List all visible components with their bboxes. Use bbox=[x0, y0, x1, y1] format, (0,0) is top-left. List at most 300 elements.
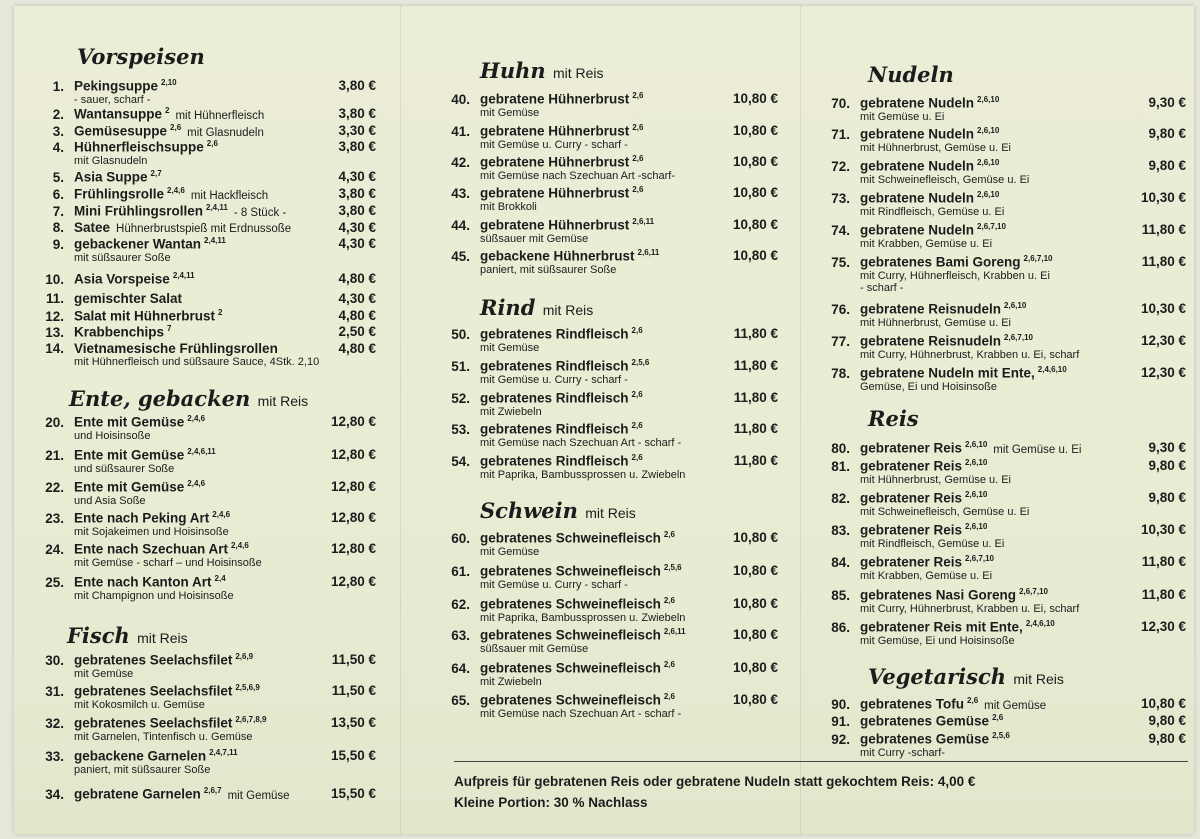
menu-item bbox=[32, 271, 376, 287]
menu-item-inline-note: mit Gemüse bbox=[227, 789, 290, 802]
menu-item-title: Hühnerfleischsuppe bbox=[74, 139, 204, 155]
menu-item-price: 12,30 € bbox=[1140, 619, 1186, 634]
menu-item bbox=[822, 554, 1186, 582]
allergen-codes: 2,4,6 bbox=[167, 186, 185, 195]
menu-item-price: 11,80 € bbox=[733, 390, 778, 405]
menu-item-price: 10,80 € bbox=[732, 123, 778, 138]
menu-item bbox=[822, 95, 1186, 123]
menu-item-price: 10,80 € bbox=[1140, 696, 1186, 711]
menu-item bbox=[32, 748, 376, 776]
menu-item-description bbox=[32, 94, 376, 106]
menu-item-line bbox=[822, 458, 1186, 474]
menu-item bbox=[434, 563, 778, 591]
menu-item-line bbox=[32, 541, 376, 557]
menu-item-number: 74. bbox=[831, 222, 850, 238]
fold-line-left bbox=[400, 6, 401, 834]
menu-item-description bbox=[434, 612, 778, 624]
menu-item-description bbox=[434, 342, 778, 354]
menu-item-description-line: mit Kokosmilch u. Gemüse bbox=[74, 698, 205, 711]
menu-item-title: gebratener Reis bbox=[860, 554, 963, 570]
menu-item-description bbox=[32, 699, 376, 711]
menu-item bbox=[32, 291, 376, 306]
menu-item-description bbox=[434, 643, 778, 655]
menu-item-description bbox=[434, 374, 778, 386]
menu-item-name bbox=[860, 458, 987, 474]
menu-item-price: 9,80 € bbox=[1148, 126, 1186, 141]
allergen-codes: 2,6,7,10 bbox=[1004, 333, 1033, 342]
menu-item-price: 10,80 € bbox=[732, 596, 778, 611]
menu-item-title: Mini Frühlingsrollen bbox=[74, 203, 203, 219]
menu-item-name bbox=[74, 541, 249, 557]
menu-item-description-line: mit Zwiebeln bbox=[480, 405, 542, 418]
menu-item-description-line: mit Krabben, Gemüse u. Ei bbox=[860, 237, 993, 250]
menu-item-name bbox=[74, 308, 222, 324]
menu-item-price: 4,80 € bbox=[338, 271, 376, 286]
menu-item-number: 24. bbox=[45, 541, 64, 557]
menu-item-price: 10,30 € bbox=[1140, 522, 1186, 537]
menu-item-description bbox=[822, 747, 1186, 759]
menu-item-name bbox=[74, 186, 185, 202]
menu-item-line bbox=[822, 333, 1186, 349]
menu-item-inline-note: mit Hackfleisch bbox=[190, 189, 269, 202]
allergen-codes: 2,6 bbox=[632, 123, 644, 132]
menu-item-description bbox=[32, 557, 376, 569]
section-subtitle: mit Reis bbox=[137, 630, 188, 646]
menu-item-number: 6. bbox=[52, 186, 64, 202]
menu-item-line bbox=[32, 715, 376, 731]
menu-item-title: gebratener Reis bbox=[860, 458, 963, 474]
allergen-codes: 2,6 bbox=[967, 696, 979, 705]
menu-item-price: 9,80 € bbox=[1148, 731, 1186, 746]
menu-item bbox=[434, 123, 778, 151]
menu-item-description-line: mit Gemüse bbox=[480, 106, 540, 119]
menu-item-line bbox=[32, 479, 376, 495]
menu-item-price: 9,30 € bbox=[1148, 440, 1186, 455]
menu-item-name bbox=[860, 301, 1026, 317]
menu-item-line bbox=[822, 95, 1186, 111]
menu-item-line bbox=[32, 271, 376, 287]
menu-item-number: 60. bbox=[451, 530, 470, 546]
allergen-codes: 2,6 bbox=[631, 326, 643, 335]
menu-item-price: 11,50 € bbox=[331, 652, 376, 667]
menu-item-name bbox=[74, 271, 195, 287]
menu-item-price: 12,80 € bbox=[330, 574, 376, 589]
menu-item-number: 62. bbox=[451, 596, 470, 612]
allergen-codes: 7 bbox=[167, 324, 172, 333]
menu-item-price: 12,80 € bbox=[330, 447, 376, 462]
menu-item-number: 78. bbox=[831, 365, 850, 381]
menu-item-title: gebratenes Seelachsfilet bbox=[74, 715, 233, 731]
allergen-codes: 2,6 bbox=[663, 530, 675, 539]
menu-item-name bbox=[480, 154, 643, 170]
menu-item-title: Ente mit Gemüse bbox=[74, 479, 185, 495]
menu-item-name bbox=[74, 652, 253, 668]
menu-item-price: 12,80 € bbox=[330, 479, 376, 494]
menu-item-line bbox=[32, 324, 376, 340]
menu-item-title: gebratenes Schweinefleisch bbox=[480, 627, 661, 643]
menu-item-description-line: mit Hühnerbrust, Gemüse u. Ei bbox=[860, 316, 1012, 329]
menu-item-number: 45. bbox=[451, 248, 470, 264]
menu-item-title: gebratenes Seelachsfilet bbox=[74, 683, 233, 699]
menu-item-line bbox=[822, 440, 1186, 456]
menu-item-description-line: mit Gemüse, Ei und Hoisinsoße bbox=[860, 634, 1015, 647]
menu-item-name bbox=[860, 554, 994, 570]
menu-item-price: 12,30 € bbox=[1140, 365, 1186, 380]
menu-item-name bbox=[480, 185, 643, 201]
menu-item-number: 32. bbox=[45, 715, 64, 731]
menu-item-description-line: mit Gemüse bbox=[480, 545, 540, 558]
section-header bbox=[32, 44, 376, 69]
allergen-codes: 2,6,10 bbox=[1004, 301, 1027, 310]
menu-item-price: 4,30 € bbox=[338, 236, 376, 251]
allergen-codes: 2,6 bbox=[206, 139, 218, 148]
menu-item-name bbox=[480, 692, 675, 708]
menu-item-price: 12,30 € bbox=[1140, 333, 1186, 348]
menu-item-description bbox=[822, 206, 1186, 218]
menu-item-line bbox=[434, 390, 778, 406]
section-subtitle: mit Reis bbox=[585, 505, 636, 521]
menu-item-description bbox=[822, 270, 1186, 294]
menu-item-title: Ente mit Gemüse bbox=[74, 447, 185, 463]
menu-item-description bbox=[434, 139, 778, 151]
allergen-codes: 2,5,6 bbox=[631, 358, 650, 367]
menu-item-name bbox=[74, 106, 169, 122]
menu-item-description-line: - sauer, scharf - bbox=[74, 93, 151, 106]
menu-item-price: 3,30 € bbox=[338, 123, 376, 138]
menu-item-title: gebratene Nudeln bbox=[860, 126, 975, 142]
allergen-codes: 2,5,6,9 bbox=[235, 683, 260, 692]
menu-item bbox=[32, 541, 376, 569]
menu-item-title: gebackene Garnelen bbox=[74, 748, 207, 764]
menu-item-title: gebratene Hühnerbrust bbox=[480, 154, 630, 170]
menu-item-description bbox=[434, 469, 778, 481]
menu-item-price: 15,50 € bbox=[330, 786, 376, 801]
section-header bbox=[434, 295, 778, 320]
menu-item bbox=[32, 447, 376, 475]
menu-item-price: 11,80 € bbox=[1141, 554, 1186, 569]
menu-item-number: 82. bbox=[831, 490, 850, 506]
menu-item bbox=[822, 440, 1186, 456]
menu-item-name bbox=[74, 479, 205, 495]
menu-item-number: 81. bbox=[831, 458, 850, 474]
menu-item-description bbox=[434, 170, 778, 182]
allergen-codes: 2,4,6,11 bbox=[187, 447, 216, 456]
menu-item-title: gebratenes Schweinefleisch bbox=[480, 660, 661, 676]
menu-item-title: Ente nach Szechuan Art bbox=[74, 541, 229, 557]
menu-item-name bbox=[74, 748, 238, 764]
menu-item-description bbox=[434, 708, 778, 720]
menu-item bbox=[822, 619, 1186, 647]
menu-item bbox=[822, 713, 1186, 729]
menu-item-line bbox=[434, 530, 778, 546]
menu-item-title: gebratene Nudeln mit Ente, bbox=[860, 365, 1035, 381]
menu-item-line bbox=[434, 91, 778, 107]
allergen-codes: 2,6 bbox=[632, 185, 644, 194]
allergen-codes: 2,4,7,11 bbox=[209, 748, 238, 757]
menu-item-number: 5. bbox=[52, 169, 64, 185]
menu-item-number: 42. bbox=[451, 154, 470, 170]
menu-item-description-line: und süßsaurer Soße bbox=[74, 462, 175, 475]
menu-item bbox=[32, 683, 376, 711]
menu-item-title: gebratene Reisnudeln bbox=[860, 333, 1002, 349]
menu-item-description-line: mit Gemüse bbox=[74, 667, 134, 680]
menu-item-price: 11,80 € bbox=[733, 453, 778, 468]
menu-item bbox=[32, 510, 376, 538]
menu-item-title: gebratene Nudeln bbox=[860, 95, 975, 111]
menu-item-title: Pekingsuppe bbox=[74, 78, 159, 94]
menu-item-inline-note: mit Gemüse bbox=[984, 699, 1047, 712]
menu-item-description-line: - scharf - bbox=[860, 281, 904, 294]
menu-item-line bbox=[434, 692, 778, 708]
menu-item-number: 4. bbox=[52, 139, 64, 155]
menu-item-description bbox=[32, 356, 376, 368]
menu-item-price: 9,80 € bbox=[1148, 713, 1186, 728]
menu-item-description-line: mit Rindfleisch, Gemüse u. Ei bbox=[860, 205, 1005, 218]
menu-item-line bbox=[32, 510, 376, 526]
menu-item bbox=[434, 358, 778, 386]
allergen-codes: 2,6,7,10 bbox=[977, 222, 1006, 231]
menu-item-description bbox=[32, 526, 376, 538]
menu-item bbox=[434, 660, 778, 688]
menu-item-number: 7. bbox=[52, 203, 64, 219]
section-header bbox=[434, 498, 778, 523]
allergen-codes: 2,10 bbox=[161, 78, 177, 87]
menu-item-number: 70. bbox=[831, 95, 850, 111]
menu-item-name bbox=[74, 510, 230, 526]
menu-item-description-line: mit Schweinefleisch, Gemüse u. Ei bbox=[860, 505, 1030, 518]
menu-item-number: 21. bbox=[45, 447, 64, 463]
menu-item-number: 85. bbox=[831, 587, 850, 603]
menu-item-number: 30. bbox=[45, 652, 64, 668]
menu-item bbox=[822, 490, 1186, 518]
menu-item-description-line: mit Curry, Hühnerbrust, Krabben u. Ei, scharf bbox=[860, 602, 1080, 615]
menu-item-description bbox=[434, 233, 778, 245]
allergen-codes: 2,6,7 bbox=[203, 786, 222, 795]
menu-item bbox=[32, 715, 376, 743]
menu-item-description bbox=[434, 546, 778, 558]
menu-item-price: 11,80 € bbox=[1141, 587, 1186, 602]
allergen-codes: 2,6 bbox=[631, 453, 643, 462]
section-title: Reis bbox=[868, 406, 919, 431]
menu-item-number: 20. bbox=[45, 414, 64, 430]
menu-item bbox=[434, 390, 778, 418]
allergen-codes: 2,4,6,10 bbox=[1037, 365, 1067, 374]
menu-item-number: 80. bbox=[831, 440, 850, 456]
menu-item-price: 11,80 € bbox=[733, 358, 778, 373]
menu-item-name bbox=[480, 91, 643, 107]
menu-item-line bbox=[32, 123, 376, 139]
allergen-codes: 2,6 bbox=[631, 421, 643, 430]
footer-small-portion-note: Kleine Portion: 30 % Nachlass bbox=[454, 795, 648, 810]
menu-item-description bbox=[434, 676, 778, 688]
menu-item-price: 4,30 € bbox=[338, 291, 376, 306]
section-subtitle: mit Reis bbox=[1013, 671, 1064, 687]
menu-item bbox=[32, 414, 376, 442]
menu-item-line bbox=[32, 169, 376, 185]
menu-item-line bbox=[822, 301, 1186, 317]
menu-item bbox=[32, 324, 376, 340]
menu-item-description bbox=[822, 570, 1186, 582]
menu-item-line bbox=[434, 185, 778, 201]
menu-item-line bbox=[822, 190, 1186, 206]
section-title: Huhn bbox=[480, 58, 546, 83]
menu-item-number: 76. bbox=[831, 301, 850, 317]
menu-item-name bbox=[74, 683, 260, 699]
allergen-codes: 2,6 bbox=[632, 91, 644, 100]
menu-item-description-line: paniert, mit süßsaurer Soße bbox=[74, 763, 211, 776]
menu-item-price: 2,50 € bbox=[338, 324, 376, 339]
menu-item-name bbox=[480, 530, 675, 546]
menu-item-title: gebratene Nudeln bbox=[860, 158, 975, 174]
menu-item bbox=[822, 696, 1186, 712]
menu-item-title: gebratenes Seelachsfilet bbox=[74, 652, 233, 668]
menu-column-right bbox=[822, 6, 1186, 834]
menu-item-title: Satee bbox=[74, 220, 111, 235]
menu-item bbox=[32, 139, 376, 167]
allergen-codes: 2,6 bbox=[663, 596, 675, 605]
menu-item-description bbox=[32, 430, 376, 442]
section-title: Schwein bbox=[480, 498, 578, 523]
section-subtitle: mit Reis bbox=[552, 65, 604, 81]
menu-item-description-line: mit süßsaurer Soße bbox=[74, 251, 171, 264]
menu-item-number: 65. bbox=[451, 692, 470, 708]
menu-item-inline-note: - 8 Stück - bbox=[233, 206, 287, 219]
menu-item-title: gebratenes Rindfleisch bbox=[480, 326, 629, 342]
menu-item-number: 31. bbox=[45, 683, 64, 699]
menu-item-description-line: mit Gemüse nach Szechuan Art - scharf - bbox=[480, 436, 682, 449]
menu-item-description bbox=[32, 252, 376, 264]
menu-item-name bbox=[860, 619, 1055, 635]
section-header bbox=[32, 623, 376, 648]
menu-item-line bbox=[434, 421, 778, 437]
menu-item-title: Krabbenchips bbox=[74, 324, 165, 340]
allergen-codes: 2,6,11 bbox=[637, 248, 660, 257]
menu-item-line bbox=[434, 248, 778, 264]
menu-item-description-line: mit Krabben, Gemüse u. Ei bbox=[860, 569, 993, 582]
menu-item-number: 1. bbox=[52, 78, 64, 94]
menu-item-price: 10,80 € bbox=[732, 248, 778, 263]
menu-item bbox=[434, 91, 778, 119]
section-header bbox=[822, 664, 1186, 689]
menu-item-name bbox=[74, 324, 171, 340]
menu-item-price: 10,80 € bbox=[732, 660, 778, 675]
menu-item-title: gebratene Nudeln bbox=[860, 222, 975, 238]
section-header bbox=[32, 386, 376, 411]
menu-item-price: 9,80 € bbox=[1148, 158, 1186, 173]
menu-item bbox=[32, 652, 376, 680]
menu-item-line bbox=[822, 365, 1186, 381]
menu-item bbox=[434, 154, 778, 182]
menu-item-name bbox=[860, 222, 1006, 238]
menu-item bbox=[822, 587, 1186, 615]
menu-item-price: 4,80 € bbox=[338, 308, 376, 323]
menu-item-price: 10,80 € bbox=[732, 692, 778, 707]
menu-item-line bbox=[822, 222, 1186, 238]
menu-item-number: 92. bbox=[831, 731, 850, 747]
menu-item-description-line: mit Gemüse u. Curry - scharf - bbox=[480, 373, 628, 386]
menu-item-description-line: und Hoisinsoße bbox=[74, 429, 151, 442]
section-title: Vegetarisch bbox=[868, 664, 1006, 689]
menu-item-line bbox=[32, 78, 376, 94]
menu-item bbox=[822, 158, 1186, 186]
menu-item-price: 3,80 € bbox=[338, 139, 376, 154]
menu-item bbox=[32, 169, 376, 185]
menu-item-name bbox=[860, 713, 1003, 729]
menu-item bbox=[434, 453, 778, 481]
menu-item-number: 51. bbox=[451, 358, 470, 374]
menu-item bbox=[822, 126, 1186, 154]
menu-item bbox=[32, 203, 376, 219]
menu-item-inline-note: mit Hühnerfleisch bbox=[175, 109, 265, 122]
menu-item bbox=[32, 123, 376, 139]
allergen-codes: 2 bbox=[165, 106, 170, 115]
menu-item-number: 11. bbox=[45, 291, 64, 306]
menu-item-line bbox=[32, 220, 376, 235]
section-title: Fisch bbox=[67, 623, 130, 648]
menu-item-name bbox=[74, 123, 181, 139]
menu-item-name bbox=[74, 220, 110, 235]
menu-item-name bbox=[860, 731, 1010, 747]
menu-item-title: gebratener Reis mit Ente, bbox=[860, 619, 1023, 635]
menu-item-price: 10,80 € bbox=[732, 91, 778, 106]
menu-item-price: 4,80 € bbox=[338, 341, 376, 356]
menu-item-line bbox=[822, 554, 1186, 570]
menu-item-description-line: mit Gemüse u. Curry - scharf - bbox=[480, 578, 628, 591]
menu-item-number: 25. bbox=[45, 574, 64, 590]
menu-item-title: gebratener Reis bbox=[860, 490, 963, 506]
menu-item-name bbox=[860, 522, 987, 538]
menu-item bbox=[822, 731, 1186, 759]
allergen-codes: 2,6,7,8,9 bbox=[235, 715, 267, 724]
menu-item-title: gebratener Reis bbox=[860, 440, 963, 456]
allergen-codes: 2,6,10 bbox=[977, 126, 1000, 135]
allergen-codes: 2,6 bbox=[663, 692, 675, 701]
menu-item-inline-note: mit Gemüse u. Ei bbox=[993, 443, 1082, 456]
menu-item-description bbox=[822, 381, 1186, 393]
section-title: Rind bbox=[480, 295, 536, 320]
menu-item-line bbox=[32, 683, 376, 699]
menu-item-name bbox=[74, 169, 162, 185]
section-header bbox=[822, 406, 1186, 431]
menu-item bbox=[434, 596, 778, 624]
allergen-codes: 2,5,6 bbox=[992, 731, 1010, 740]
menu-item-number: 86. bbox=[831, 619, 850, 635]
menu-item-line bbox=[32, 652, 376, 668]
allergen-codes: 2,4,6 bbox=[212, 510, 231, 519]
menu-item-name bbox=[480, 390, 643, 406]
menu-item-price: 15,50 € bbox=[330, 748, 376, 763]
menu-item-line bbox=[822, 126, 1186, 142]
menu-item-number: 9. bbox=[52, 236, 64, 252]
menu-item-line bbox=[822, 490, 1186, 506]
menu-item bbox=[434, 217, 778, 245]
allergen-codes: 2,4,11 bbox=[204, 236, 226, 245]
menu-item bbox=[822, 254, 1186, 294]
menu-item-name bbox=[860, 254, 1052, 270]
menu-item-number: 2. bbox=[52, 106, 64, 122]
menu-item-price: 11,50 € bbox=[331, 683, 376, 698]
menu-item-number: 61. bbox=[451, 563, 470, 579]
menu-item-number: 91. bbox=[831, 713, 850, 729]
menu-item-description-line: mit Garnelen, Tintenfisch u. Gemüse bbox=[74, 730, 253, 743]
menu-item-title: gebackene Hühnerbrust bbox=[480, 248, 635, 264]
menu-item-number: 3. bbox=[52, 123, 64, 139]
menu-item-description bbox=[32, 731, 376, 743]
allergen-codes: 2 bbox=[218, 308, 223, 317]
menu-item-line bbox=[434, 123, 778, 139]
menu-item bbox=[434, 248, 778, 276]
menu-item-description-line: mit Paprika, Bambussprossen u. Zwiebeln bbox=[480, 611, 686, 624]
